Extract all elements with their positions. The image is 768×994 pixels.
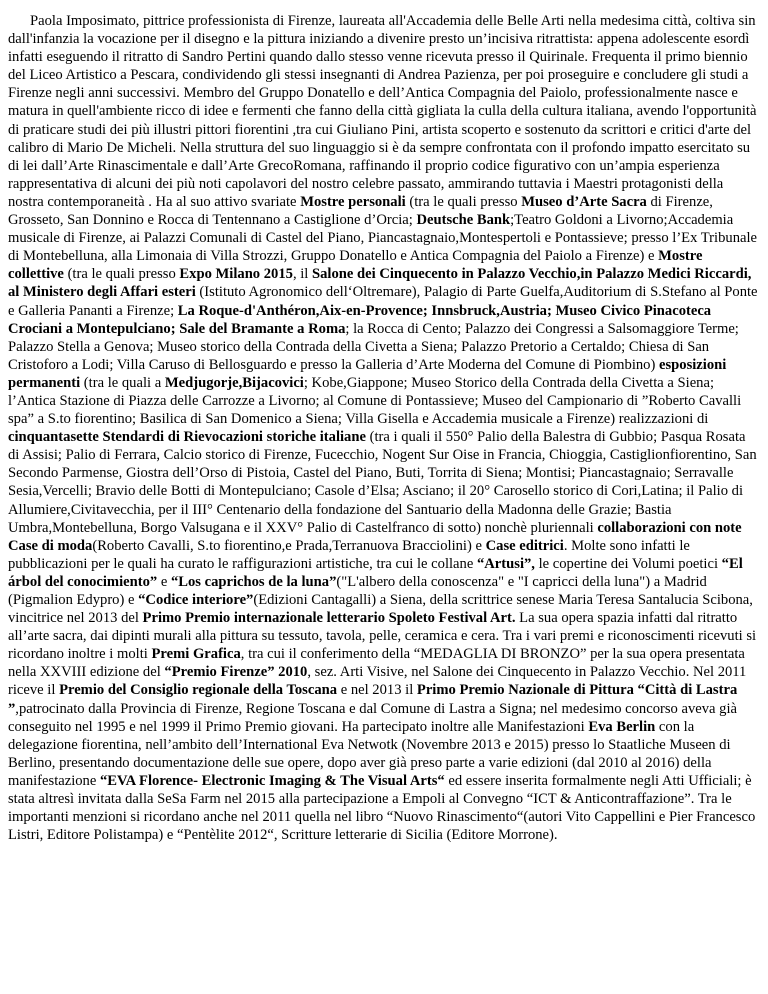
bold-text-run: Museo d’Arte Sacra — [521, 193, 647, 210]
text-run: ("L'albero della conoscenza" e "I capricci della luna") a Madrid (Pigmalion Edypro) e — [8, 573, 707, 608]
text-run: ; Kobe,Giappone; Museo Storico della Contrada della Civetta a Siena; l’Antica Stazione di Piazza delle Carrozze a Livorno; al Comune di Pontassieve; Museo del Campionario di ”Roberto Cavalli spa” a S.to fiorentino; Basilica di San Domenico a Siena; Villa Gisella e Accademia musicale a Firenze) realizzazioni di — [8, 374, 742, 428]
bold-text-run: Mostre personali — [300, 193, 406, 210]
text-run: ,patrocinato dalla Provincia di Firenze, Regione Toscana e dal Comune di Lastra a Signa; nel medesimo concorso aveva già conseguito nel 1995 e nel 1999 il Primo Premio giovani. Ha partecipato inoltre alle Manifestazioni — [8, 700, 737, 735]
text-run: (tra le quali presso — [405, 193, 522, 210]
text-run: , sez. Arti Visive, nel Salone dei Cinquecento in Palazzo Vecchio. Nel 2011 riceve il — [8, 664, 747, 699]
bold-text-run: esposizioni permanenti — [8, 356, 727, 391]
biography-paragraph — [8, 12, 760, 844]
bold-text-run: “Premio Firenze” 2010 — [164, 664, 308, 681]
bold-text-run: Primo Premio Nazionale di Pittura “Città di Lastra ” — [8, 682, 738, 717]
text-run: e nel 2013 il — [337, 682, 417, 699]
bold-text-run: Medjugorje,Bijacovici — [164, 374, 304, 391]
text-run: le copertine dei Volumi poetici — [534, 555, 722, 572]
text-run: di Firenze, Grosseto, San Donnino e Rocca di Tentennano a Castiglione d’Orcia; — [8, 193, 713, 229]
bold-text-run: Expo Milano 2015 — [179, 266, 293, 283]
text-run: . Molte sono infatti le pubblicazioni per le quali ha curato le raffigurazioni artistiche, tra cui le collane — [8, 537, 690, 572]
bold-text-run: “Artusi”, — [476, 555, 535, 572]
bold-text-run: Premio del Consiglio regionale della Toscana — [59, 682, 338, 699]
bold-text-run: “Codice interiore” — [138, 592, 254, 608]
bold-text-run: Deutsche Bank — [416, 212, 511, 229]
bold-text-run: collaborazioni con note Case di moda — [8, 519, 742, 554]
bold-text-run: Case editrici — [485, 537, 564, 554]
bold-text-run: Mostre collettive — [8, 248, 703, 283]
bold-text-run: Premi Grafica — [151, 646, 241, 663]
text-run: ;Teatro Goldoni a Livorno;Accademia musicale di Firenze, ai Palazzi Comunali di Castel del Piano, Piancastagnaio,Montespertoli e Pontassieve; presso l’Ex Tribunale di Montebelluna, alla Limonaia di Villa Strozzi, Gruppo Donatello e Antica Compagnia del Paiolo a Firenze) e — [8, 212, 757, 265]
text-run: (Istituto Agronomico dell‘Oltremare), Palagio di Parte Guelfa,Auditorium di S.Stefano al Ponte e Galleria Pananti a Firenze; — [8, 284, 758, 319]
text-run: (Edizioni Cantagalli) a Siena, della scrittrice senese Maria Teresa Santalucia Scibona, vincitrice nel 2013 del — [8, 592, 753, 627]
bold-text-run: “El árbol del conocimiento” — [8, 555, 743, 590]
bold-text-run: Primo Premio internazionale letterario Spoleto Festival Art. — [142, 610, 516, 627]
text-run: ed essere inserita formalmente negli Atti Ufficiali; è stata altresì invitata dalla SeSa Farm nel 2015 alla partecipazione a Empoli al Convegno “ICT & Anticontraffazione”. Tra le importanti menzioni si ricordano anche nel 2011 quella nel libro “Nuovo Rinascimento“(autori Vito Cappellini e Pier Francesco Listri, Editore Polistampa) e “Pentèlite 2012“, Scritture letterarie di Sicilia (Editore Morrone). — [8, 772, 756, 844]
text-run: (Roberto Cavalli, S.to fiorentino,e Prada,Terranuova Bracciolini) e — [92, 537, 486, 554]
text-run: ; la Rocca di Cento; Palazzo dei Congressi a Salsomaggiore Terme; Palazzo Stella a Genova; Museo storico della Contrada della Civetta a Siena; Palazzo Pretorio a Certaldo; Chiesa di San Cristoforo a Lodi; Villa Caruso di Bellosguardo e presso la Galleria d’Arte Moderna del Comune di Piombino) — [8, 320, 739, 373]
text-run: con la delegazione fiorentina, nell’ambito dell’International Eva Netwotk (Novembre 2013 e 2015) presso lo Staatliche Museen di Berlino, presentando documentazione delle sue opere, dopo aver già preso parte a varie edizioni (dal 2010 al 2016) della manifestazione — [8, 718, 731, 789]
text-run: (tra le quali a — [80, 374, 165, 391]
bold-text-run: Eva Berlin — [588, 718, 656, 735]
text-run: (tra le quali presso — [63, 266, 180, 283]
bold-text-run: La Roque-d'Anthéron,Aix-en-Provence; Innsbruck,Austria; Museo Civico Pinacoteca Crociani a Montepulciano; Sale del Bramante a Roma — [8, 302, 712, 337]
bold-text-run: “EVA Florence- Electronic Imaging & The Visual Arts“ — [99, 772, 445, 789]
text-run: Paola Imposimato, pittrice professionista di Firenze, laureata all'Accademia delle Belle Arti nella medesima città, coltiva sin dall'infanzia la vocazione per il disegno e la pittura iniziando a divenire presto un’incisiva ritrattista: appena adolescente esordì infatti eseguendo il ritratto di Sandro Pertini quando dallo stesso venne ricevuta presso il Quirinale. Frequenta il primo biennio del Liceo Artistico a Pescara, condividendo gli stessi insegnanti di Andrea Pazienza, per poi proseguire e concludere gli studi a Firenze negli anni successivi. Membro del Gruppo Donatello e dell’Antica Compagnia del Paiolo, professionalmente nasce e matura in quell'ambiente ricco di idee e fermenti che fanno della città gigliata la culla della cultura italiana, avendo l'opportunità di praticare studi dei più illustri pittori fiorentini ,tra cui Giuliano Pini, artista scoperto e sostenuto da scrittori e critici d'arte del calibro di Mario De Micheli. Nella struttura del suo linguaggio si è da sempre confrontata con il profondo impatto esercitato su di lei dall’Arte Rinascimentale e dall’Arte GrecoRomana, raffinando il proprio codice figurativo con un’ampia esperienza rappresentativa di alcuni dei più noti capolavori del nostro celebre passato, ammirando tuttavia i Maestri protagonisti della nostra contemporaneità . Ha al suo attivo svariate — [8, 13, 757, 210]
text-run: (tra i quali il 550° Palio della Balestra di Gubbio; Pasqua Rosata di Assisi; Palio di Ferrara, Calcio storico di Firenze, Fucecchio, Nogent Sur Oise in Francia, Chioggia, Castiglionfiorentino, San Secondo Parmense, Giostra dell’Orso di Pistoia, Castel del Piano, Buti, Torrita di Siena; Montisi; Piancastagnaio; Serravalle Sesia,Vercelli; Bravio delle Botti di Montepulciano; Casole d’Elsa; Asciano; il 20° Carosello storico di Cori,Latina; il Palio di Allumiere,Civitavecchia, per il III° Centenario della fondazione del Santuario della Madonna delle Grazie; Bastia Umbra,Montebelluna, Borgo Valsugana e il XXV° Palio di Castelfranco di sotto) nonchè pluriennali — [8, 429, 757, 536]
text-run: , tra cui il conferimento della “MEDAGLIA DI BRONZO” per la sua opera presentata nella XXVIII edizione del — [8, 646, 745, 681]
bold-text-run: “Los caprichos de la luna” — [170, 573, 337, 590]
text-run: La sua opera spazia infatti dal ritratto all’arte sacra, dai dipinti murali alla pittura su tessuto, tavola, pelle, ceramica e cera. Tra i vari premi e riconoscimenti ricevuti si ricordano inoltre i molti — [8, 610, 757, 663]
text-run: , il — [292, 266, 313, 283]
bold-text-run: cinquantasette Stendardi di Rievocazioni storiche italiane — [8, 429, 366, 446]
bold-text-run: Salone dei Cinquecento in Palazzo Vecchio,in Palazzo Medici Riccardi, al Ministero degli Affari esteri — [8, 266, 752, 301]
text-run: e — [157, 573, 171, 590]
